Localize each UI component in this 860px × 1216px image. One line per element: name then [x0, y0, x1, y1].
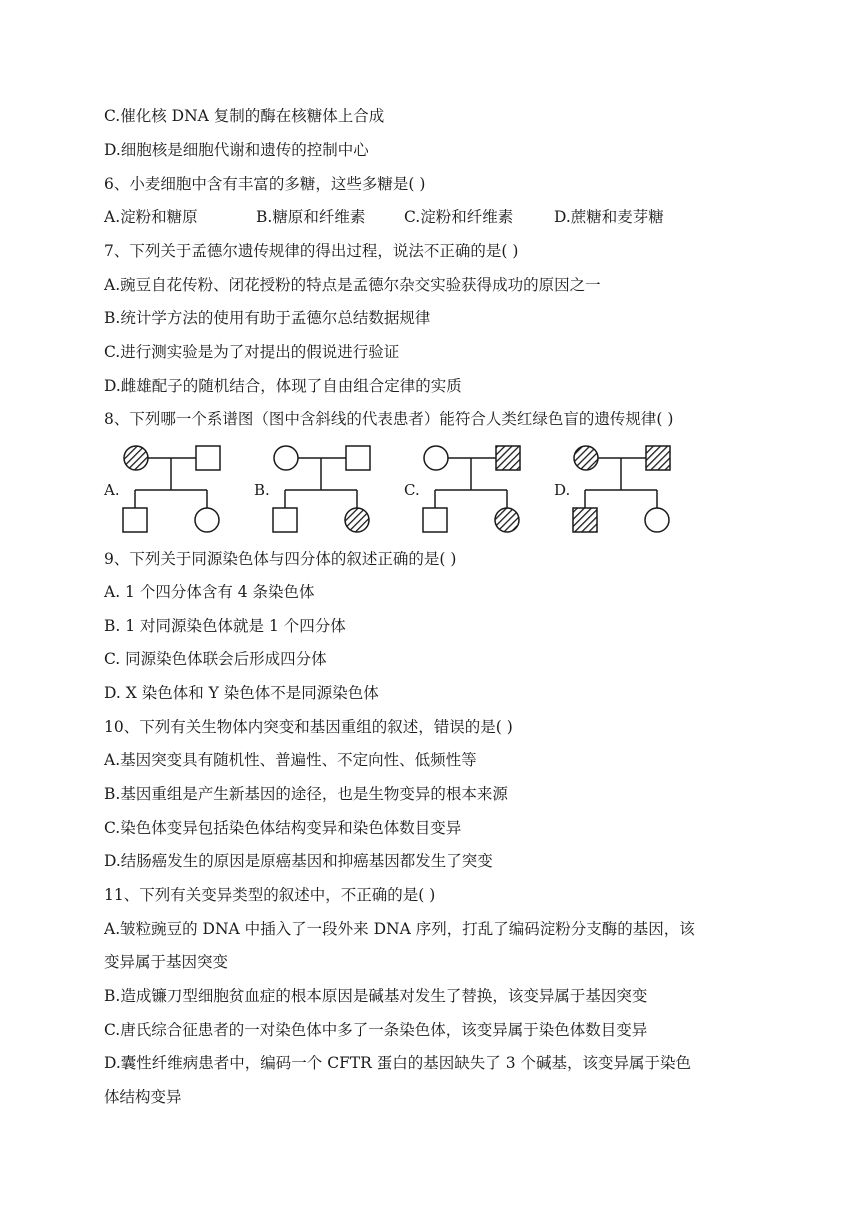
affected-female-symbol: [574, 446, 598, 470]
q8-stem: 8、下列哪一个系谱图（图中含斜线的代表患者）能符合人类红绿色盲的遗传规律( ): [104, 410, 674, 428]
unaffected-female-symbol: [195, 508, 219, 532]
q6-option-b: B.糖原和纤维素: [256, 208, 366, 226]
q10-option-b: B.基因重组是产生新基因的途径，也是生物变异的根本来源: [104, 785, 508, 803]
q9-option-d: D. X 染色体和 Y 染色体不是同源染色体: [104, 684, 379, 702]
pedigree-b: [254, 446, 370, 532]
pedigree-d: [554, 446, 670, 532]
affected-male-symbol: [573, 508, 597, 532]
q7-option-d: D.雌雄配子的随机结合，体现了自由组合定律的实质: [104, 377, 462, 395]
q5-option-d: D.细胞核是细胞代谢和遗传的控制中心: [104, 141, 369, 159]
unaffected-male-symbol: [123, 508, 147, 532]
q9-option-c: C. 同源染色体联会后形成四分体: [104, 650, 327, 668]
q11-stem: 11、下列有关变异类型的叙述中，不正确的是( ): [104, 886, 436, 904]
pedigree-option-label: A.: [104, 481, 120, 499]
affected-male-symbol: [646, 446, 670, 470]
unaffected-female-symbol: [274, 446, 298, 470]
pedigree-a: [103, 446, 220, 532]
q7-option-a: A.豌豆自花传粉、闭花授粉的特点是孟德尔杂交实验获得成功的原因之一: [104, 276, 601, 294]
unaffected-male-symbol: [196, 446, 220, 470]
q7-option-b: B.统计学方法的使用有助于孟德尔总结数据规律: [104, 309, 431, 327]
q6-option-c: C.淀粉和纤维素: [404, 208, 514, 226]
pedigree-option-label: C.: [404, 481, 420, 499]
q11-option-a-line1: A.皱粒豌豆的 DNA 中插入了一段外来 DNA 序列，打乱了编码淀粉分支酶的基因，该: [104, 920, 695, 938]
q9-option-b: B. 1 对同源染色体就是 1 个四分体: [104, 617, 346, 635]
q9-option-a: A. 1 个四分体含有 4 条染色体: [104, 583, 315, 601]
q6-option-d: D.蔗糖和麦芽糖: [554, 208, 664, 226]
q10-option-c: C.染色体变异包括染色体结构变异和染色体数目变异: [104, 819, 462, 837]
affected-female-symbol: [124, 446, 148, 470]
affected-male-symbol: [496, 446, 520, 470]
unaffected-male-symbol: [346, 446, 370, 470]
q11-option-d-line1: D.囊性纤维病患者中，编码一个 CFTR 蛋白的基因缺失了 3 个碱基，该变异属于染色: [104, 1054, 691, 1072]
unaffected-male-symbol: [273, 508, 297, 532]
unaffected-female-symbol: [424, 446, 448, 470]
unaffected-female-symbol: [645, 508, 669, 532]
pedigree-option-label: D.: [554, 481, 571, 499]
q11-option-d-line2: 体结构变异: [104, 1088, 182, 1106]
q10-option-d: D.结肠癌发生的原因是原癌基因和抑癌基因都发生了突变: [104, 852, 493, 870]
q6-option-a: A.淀粉和糖原: [104, 208, 198, 226]
q9-stem: 9、下列关于同源染色体与四分体的叙述正确的是( ): [104, 550, 457, 568]
q11-option-c: C.唐氏综合征患者的一对染色体中多了一条染色体，该变异属于染色体数目变异: [104, 1021, 648, 1039]
q11-option-a-line2: 变异属于基因突变: [104, 953, 229, 971]
q10-option-a: A.基因突变具有随机性、普遍性、不定向性、低频性等: [104, 751, 477, 769]
unaffected-male-symbol: [423, 508, 447, 532]
q10-stem: 10、下列有关生物体内突变和基因重组的叙述，错误的是( ): [104, 718, 513, 736]
q6-stem: 6、小麦细胞中含有丰富的多糖，这些多糖是( ): [104, 175, 426, 193]
pedigree-c: [404, 446, 520, 532]
pedigree-option-label: B.: [254, 481, 270, 499]
pedigree-figure: [100, 440, 700, 540]
q7-option-c: C.进行测实验是为了对提出的假说进行验证: [104, 343, 400, 361]
q11-option-b: B.造成镰刀型细胞贫血症的根本原因是碱基对发生了替换，该变异属于基因突变: [104, 987, 648, 1005]
affected-female-symbol: [495, 508, 519, 532]
q7-stem: 7、下列关于孟德尔遗传规律的得出过程，说法不正确的是( ): [104, 242, 519, 260]
q5-option-c: C.催化核 DNA 复制的酶在核糖体上合成: [104, 107, 385, 125]
affected-female-symbol: [345, 508, 369, 532]
